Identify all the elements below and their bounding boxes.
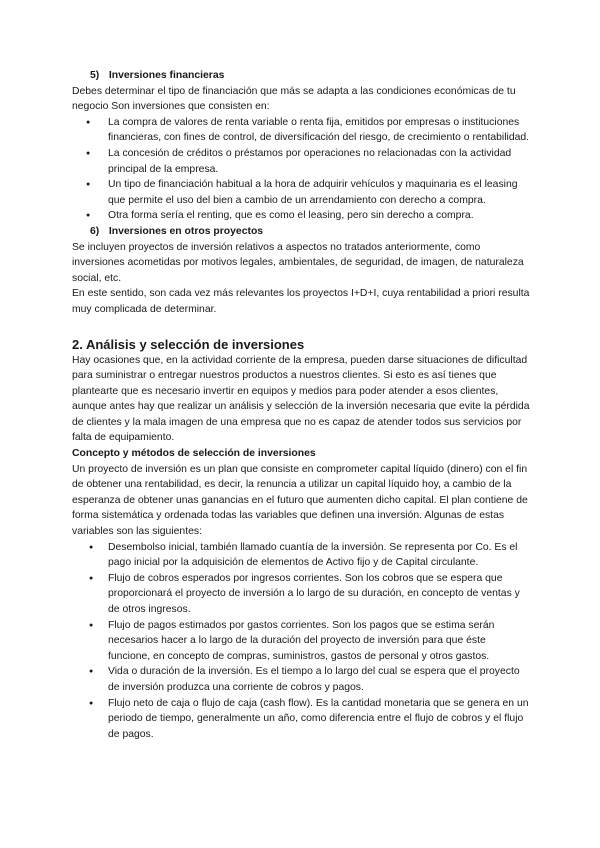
variables-list: [72, 540, 530, 743]
list-item: ● La concesión de créditos o préstamos por operaciones no relacionadas con la actividad principal de la empresa.: [72, 146, 530, 177]
section-6-paragraph-1: Se incluyen proyectos de inversión relativos a aspectos no tratados anteriormente, como inversiones acometidas por motivos legales, ambientales, de seguridad, de imagen, de naturaleza social, etc.: [72, 241, 524, 284]
list-item: ● Flujo de pagos estimados por gastos corrientes. Son los pagos que se estima serán necesarios hacer a lo largo de la duración del proyecto de inversión para que éste funcione, en concepto de compras, suministros, gastos de personal y otros gastos.: [72, 618, 530, 665]
section-6-heading: [72, 224, 530, 240]
section-5-list: [72, 115, 530, 224]
list-item: ● Vida o duración de la inversión. Es el tiempo a lo largo del cual se espera que el proyecto de inversión produzca una corriente de cobros y pagos.: [72, 664, 530, 695]
list-item: ● Otra forma sería el renting, que es como el leasing, pero sin derecho a compra.: [72, 208, 530, 224]
list-item: ● Desembolso inicial, también llamado cuantía de la inversión. Se representa por Co. Es el pago inicial por la adquisición de elementos de Activo fijo y de Capital circulante.: [72, 540, 530, 571]
list-item: ● Un tipo de financiación habitual a la hora de adquirir vehículos y maquinaria es el leasing que permite el uso del bien a cambio de un arrendamiento con derecho a compra.: [72, 177, 530, 208]
section-5-title: Inversiones financieras: [108, 70, 225, 81]
section-5-intro: Debes determinar el tipo de financiación que más se adapta a las condiciones económicas de tu negocio Son inversiones que consisten en:: [72, 85, 516, 113]
section-5-number: 5): [90, 70, 100, 81]
section-2-paragraph: Hay ocasiones que, en la actividad corriente de la empresa, pueden darse situaciones de dificultad para suministrar o entregar nuestros productos a nuestros clientes. Si esto es así tienes que plantearte que es necesario invertir en equipos y medios para poder atender a esos clientes, aunque antes hay que realizar un análisis y selección de la inversión necesaria que evite la pérdida de clientes y la mala imagen de una empresa que no es capaz de atender todos sus servicios por falta de equipamiento.: [72, 354, 530, 444]
list-item: ● Flujo de cobros esperados por ingresos corrientes. Son los cobros que se espera que proporcionará el proyecto de inversión a lo largo de su duración, en concepto de ventas y de otros ingresos.: [72, 571, 530, 618]
section-6-paragraph-2: En este sentido, son cada vez más relevantes los proyectos I+D+I, cuya rentabilidad a priori resulta muy complicada de determinar.: [72, 288, 530, 315]
list-item: ● La compra de valores de renta variable o renta fija, emitidos por empresas o instituciones financieras, con fines de control, de diversificación del riesgo, de crecimiento o rentabilidad.: [72, 115, 530, 146]
document-page: [72, 68, 530, 742]
list-item: ● Flujo neto de caja o flujo de caja (cash flow). Es la cantidad monetaria que se genera en un periodo de tiempo, generalmente un año, como diferencia entre el flujo de cobros y el flujo de pagos.: [72, 696, 530, 743]
concept-subheading: Concepto y métodos de selección de inversiones: [72, 448, 316, 460]
concept-paragraph: Un proyecto de inversión es un plan que consiste en comprometer capital líquido (dinero) con el fin de obtener una rentabilidad, es decir, la renuncia a utilizar un capital líquido hoy, a cambio de la esperanza de obtener unas ganancias en el futuro que aumenten dicho capital. El plan contiene de forma sistemática y ordenada todas las variables que definen una inversión. Algunas de estas variables son las siguientes:: [72, 463, 528, 538]
section-5-heading: [72, 68, 530, 84]
section-2-heading: 2. Análisis y selección de inversiones: [72, 336, 305, 352]
section-6-number: 6): [90, 225, 100, 237]
section-6-title: Inversiones en otros proyectos: [108, 225, 264, 237]
